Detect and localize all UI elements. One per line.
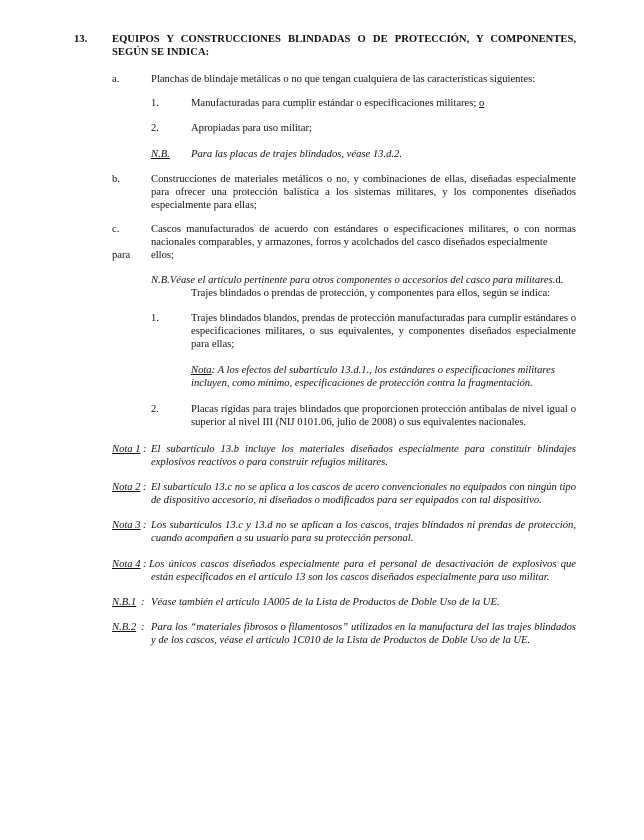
item-a-nb-text: Para las placas de trajes blindados, véase 13.d.2. — [191, 149, 402, 160]
item-c-nb-text: N.B.Véase el artículo pertinente para otros componentes o accesorios del casco para militares. — [151, 275, 556, 286]
nb-2-label: N.B.2 — [112, 622, 137, 633]
item-c-text-end: ellos; — [151, 250, 174, 261]
item-c-nb-line — [151, 274, 576, 287]
item-a-text: Planchas de blindaje metálicas o no que tengan cualquiera de las características siguientes: — [151, 74, 536, 85]
item-d2-marker: 2. — [151, 404, 159, 415]
item-d1-nota-text: : A los efectos del subartículo 13.d.1., los estándares o especificaciones militares incluyen, como mínimo, especificaciones de protección contra la fragmentación. — [191, 365, 555, 389]
note-2-text: El subartículo 13.c no se aplica a los cascos de acero convencionales no equipados con ningún tipo de dispositivo accesorio, ni diseñados o modificados para ser equipados con tal dispositivo. — [151, 482, 576, 506]
nb-1-text: Véase también el artículo 1A005 de la Lista de Productos de Doble Uso de la UE. — [151, 597, 500, 608]
section-title: EQUIPOS Y CONSTRUCCIONES BLINDADAS O DE PROTECCIÓN, Y COMPONENTES, SEGÚN SE INDICA: — [112, 34, 576, 58]
section-number: 13. — [74, 34, 88, 45]
note-1-text: El subartículo 13.b incluye los materiales diseñados especialmente para constituir blindajes explosivos reactivos o para construir refugios militares. — [151, 444, 576, 468]
item-c-para: para — [112, 250, 131, 261]
note-3-label: Nota 3 — [112, 520, 141, 531]
item-a-marker: a. — [112, 74, 120, 85]
note-4-label: Nota 4 — [112, 559, 141, 570]
item-d1-nota-label: Nota — [191, 365, 212, 376]
item-b-marker: b. — [112, 174, 120, 185]
item-d1-text: Trajes blindados blandos, prendas de protección manufacturadas para cumplir estándares o especificaciones militares, o sus equivalentes, y componentes diseñados especialmente para ellas; — [191, 313, 576, 350]
note-3-text: Los subartículos 13.c y 13.d no se aplican a los cascos, trajes blindados ni prendas de protección, cuando acompañen a su usuario para su protección personal. — [151, 520, 576, 544]
note-1-label: Nota 1 — [112, 444, 141, 455]
item-b-text: Construcciones de materiales metálicos o no, y combinaciones de ellas, diseñadas especialmente para ofrecer una protección balística a los sistemas militares, y los componentes diseñados especialmente para ellas; — [151, 174, 576, 211]
note-2-label: Nota 2 — [112, 482, 141, 493]
item-a2-marker: 2. — [151, 123, 159, 134]
nb-1-label: N.B.1 — [112, 597, 137, 608]
item-d2-text: Placas rígidas para trajes blindados que proporcionen protección antibalas de nivel igual o superior al nivel III (NIJ 0101.06, julio de 2008) o sus equivalentes nacionales. — [191, 404, 576, 428]
item-a1-marker: 1. — [151, 98, 159, 109]
nb-2-text: Para los “materiales fibrosos o filamentosos” utilizados en la manufactura del las trajes blindados y de los cascos, véase el artículo 1C010 de la Lista de Productos de Doble Uso de la UE. — [151, 622, 576, 646]
item-a2-text: Apropiadas para uso militar; — [191, 123, 312, 134]
item-a-nb-label: N.B. — [151, 149, 170, 160]
item-a1-text: Manufacturadas para cumplir estándar o especificaciones militares; o — [191, 98, 485, 109]
item-d1-marker: 1. — [151, 313, 159, 324]
item-d-text: Trajes blindados o prendas de protección, y componentes para ellos, según se indica: — [191, 288, 551, 299]
item-a1-connector: o — [478, 98, 485, 109]
item-c-marker: c. — [112, 224, 120, 235]
note-4-text: Los únicos cascos diseñados especialmente para el personal de desactivación de explosivos que están especificados en el artículo 13 son los cascos diseñados especialmente para uso militar. — [149, 559, 576, 583]
item-c-text: Cascos manufacturados de acuerdo con estándares o especificaciones militares, o con normas nacionales comparables, y armazones, forros y acolchados del casco diseñados especialmente — [151, 224, 576, 248]
item-d1-nota — [191, 364, 576, 390]
item-d-marker: d. — [555, 275, 564, 286]
